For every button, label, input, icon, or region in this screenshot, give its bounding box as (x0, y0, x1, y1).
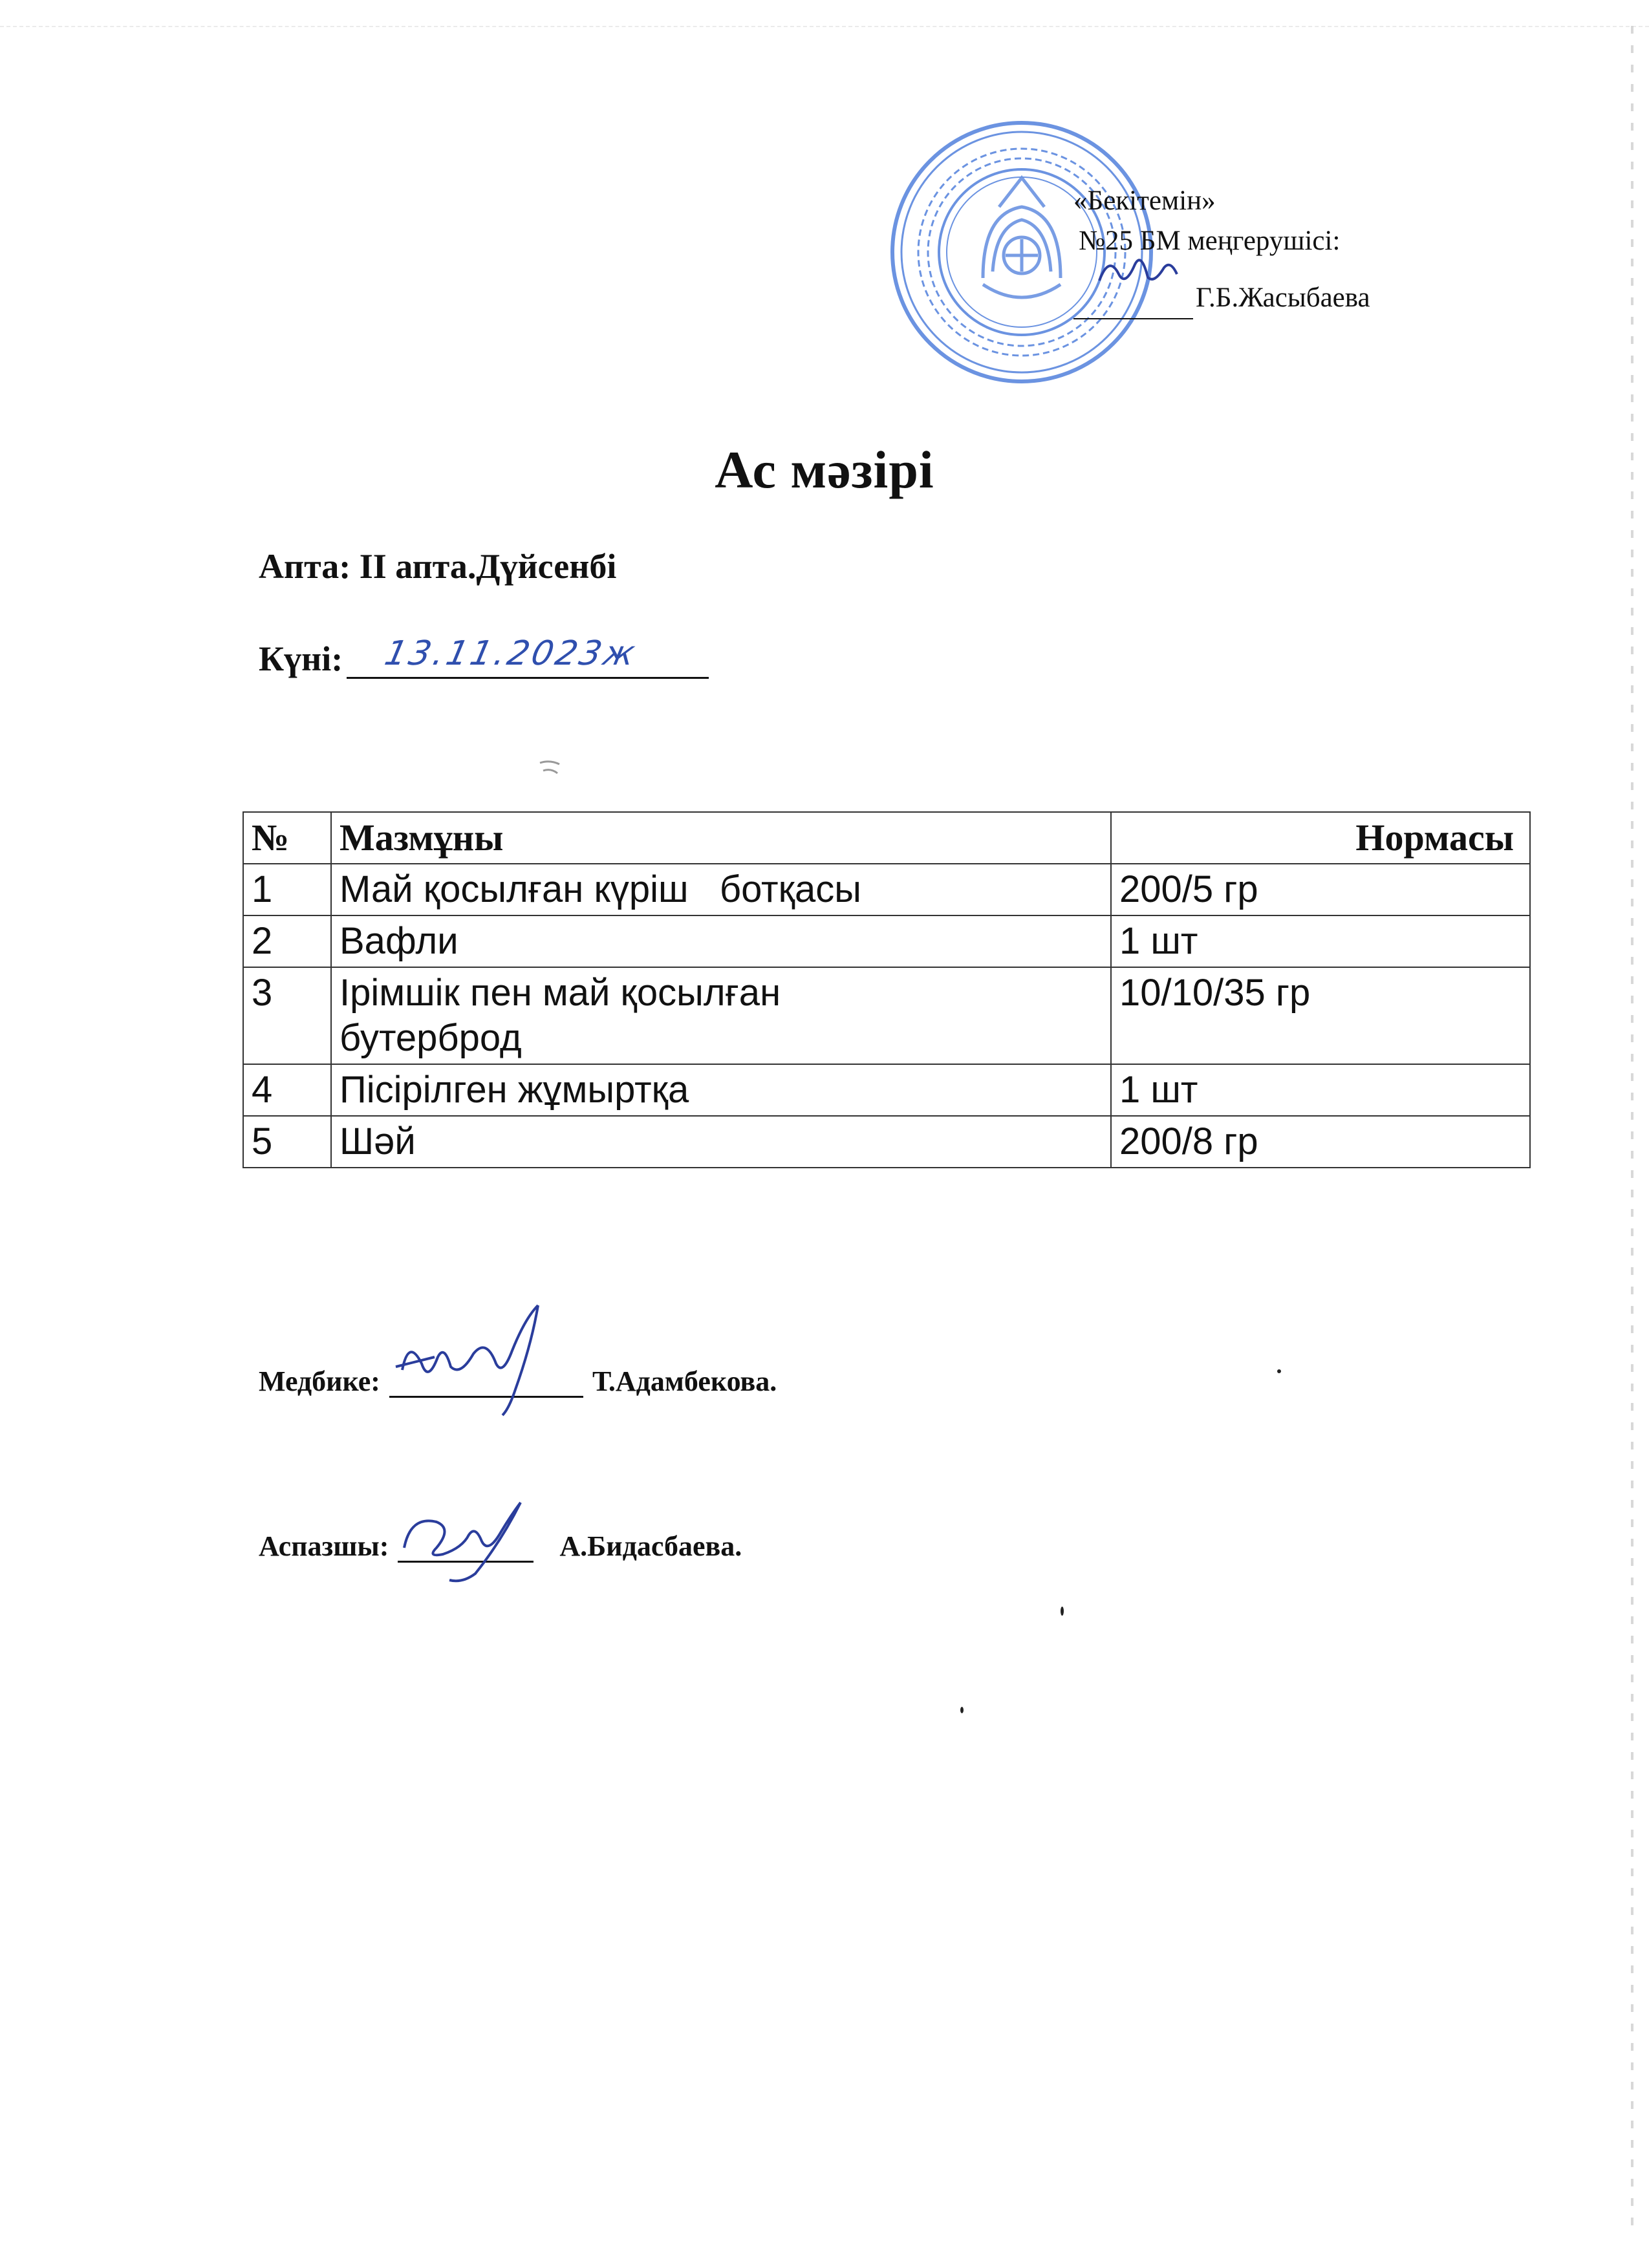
cook-signature-blank (398, 1526, 534, 1563)
cook-name: А.Бидасбаева. (559, 1530, 742, 1562)
nurse-signature-blank (389, 1361, 583, 1398)
row-number: 5 (243, 1116, 331, 1168)
table-row (243, 864, 1530, 915)
date-row (259, 634, 709, 679)
table-row (243, 1116, 1530, 1168)
menu-table (242, 811, 1531, 1168)
nurse-name: Т.Адамбекова. (592, 1365, 777, 1397)
row-norm: 1 шт (1111, 1064, 1530, 1116)
header-content: Мазмұны (331, 812, 1111, 864)
nurse-label: Медбике: (259, 1365, 380, 1397)
table-row (243, 915, 1530, 967)
date-label: Күні: (259, 639, 343, 678)
scan-mark-icon (537, 756, 563, 782)
approval-block (1073, 181, 1449, 319)
table-row (243, 1064, 1530, 1116)
row-norm: 1 шт (1111, 915, 1530, 967)
scan-edge-right (1631, 26, 1633, 2237)
nurse-signature-row (259, 1361, 777, 1398)
scan-speck (960, 1707, 964, 1713)
scan-speck (1277, 1369, 1281, 1373)
scan-edge-top (0, 0, 1649, 27)
row-dish: Май қосылған күріш ботқасы (331, 864, 1111, 915)
row-norm: 200/8 гр (1111, 1116, 1530, 1168)
approval-signature-blank (1073, 261, 1193, 319)
table-row (243, 967, 1530, 1064)
row-number: 1 (243, 864, 331, 915)
cook-signature-row (259, 1526, 742, 1563)
row-dish: Вафли (331, 915, 1111, 967)
row-norm: 10/10/35 гр (1111, 967, 1530, 1064)
date-handwritten: 13.11.2023ж (381, 634, 641, 673)
row-number: 4 (243, 1064, 331, 1116)
row-norm: 200/5 гр (1111, 864, 1530, 915)
page-title: Ас мәзірі (715, 440, 934, 499)
week-label: Апта: II апта.Дүйсенбі (259, 547, 617, 586)
nurse-signature-icon (383, 1292, 590, 1422)
table-header-row (243, 812, 1530, 864)
cook-signature-icon (391, 1477, 546, 1587)
approval-signature-line (1073, 261, 1449, 319)
row-dish: Пісірілген жұмыртқа (331, 1064, 1111, 1116)
director-signature-icon (1073, 248, 1193, 294)
cook-label: Аспазшы: (259, 1530, 389, 1562)
header-norm: Нормасы (1111, 812, 1530, 864)
approval-heading: «Бекітемін» (1073, 186, 1216, 216)
header-number: № (243, 812, 331, 864)
scan-speck (1061, 1607, 1064, 1616)
row-number: 2 (243, 915, 331, 967)
approval-position: №25 БМ меңгерушісі: (1079, 226, 1341, 256)
row-dish: Ірімшік пен май қосылған бутерброд (331, 967, 1111, 1064)
date-field (347, 634, 709, 679)
row-number: 3 (243, 967, 331, 1064)
row-dish: Шәй (331, 1116, 1111, 1168)
approval-director-name: Г.Б.Жасыбаева (1196, 283, 1370, 313)
